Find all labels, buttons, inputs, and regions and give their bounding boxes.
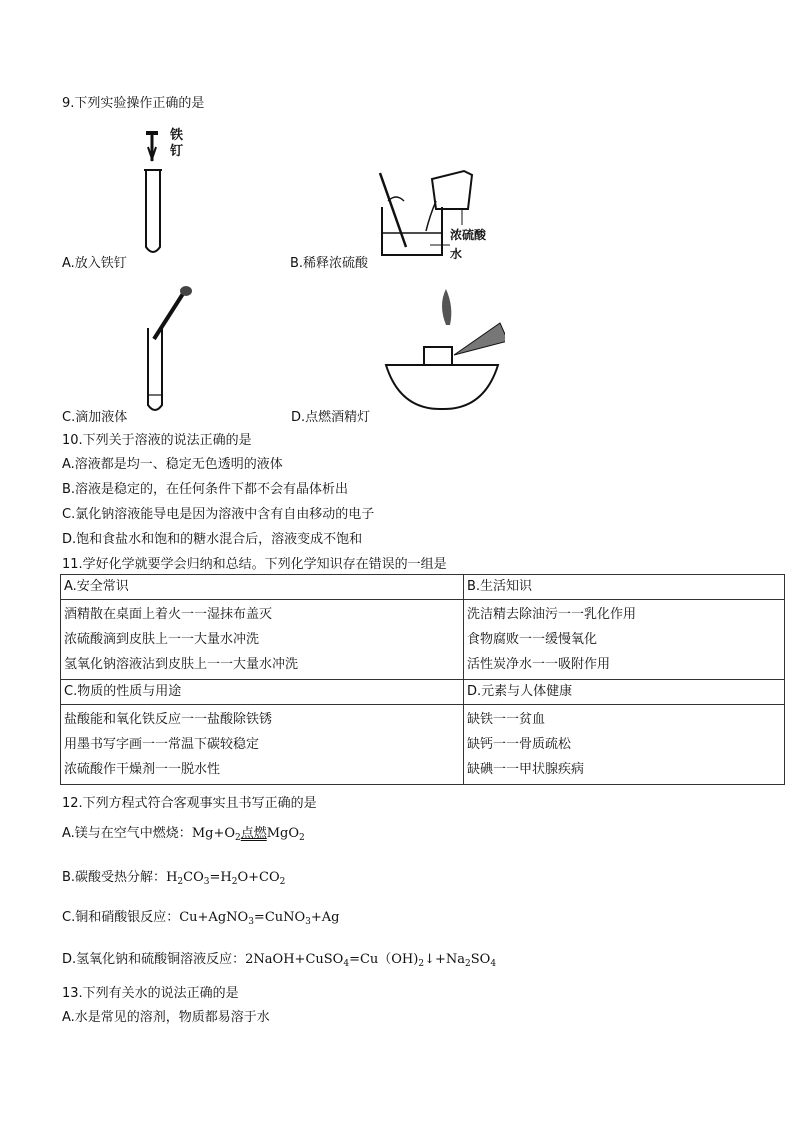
cell-a-head: A.安全常识 <box>61 575 464 600</box>
list-item: 酒精散在桌面上着火一一湿抹布盖灭 <box>64 607 273 622</box>
list-item: 缺钙一一骨质疏松 <box>467 737 572 752</box>
option-label: D.氢氧化钠和硫酸铜溶液反应： <box>62 952 246 967</box>
list-item: 洗洁精去除油污一一乳化作用 <box>467 607 637 622</box>
tilted-lamp-shape <box>454 323 505 355</box>
q12-option-a <box>62 822 305 841</box>
cell-c-body <box>61 705 464 785</box>
list-item: 缺铁一一贫血 <box>467 712 546 727</box>
option-label: C.铜和硝酸银反应： <box>62 910 180 925</box>
beaker-shape <box>382 207 442 255</box>
water-label: 水 <box>450 247 463 261</box>
q10-option-a: A.溶液都是均一、稳定无色透明的液体 <box>62 457 283 472</box>
list-item: 食物腐败一一缓慢氧化 <box>467 632 598 647</box>
test-tube-shape <box>148 328 162 410</box>
acid-label: 浓硫酸 <box>450 228 487 242</box>
option-label: B.碳酸受热分解： <box>62 870 167 885</box>
figure-alcohol-lamp <box>380 285 505 415</box>
list-item: 盐酸能和氧化铁反应一一盐酸除铁锈 <box>64 712 273 727</box>
list-item: 活性炭净水一一吸附作用 <box>467 657 611 672</box>
q9-option-b: B.稀释浓硫酸 <box>290 256 369 271</box>
list-item: 浓硫酸滴到皮肤上一一大量水冲洗 <box>64 632 260 647</box>
lamp-body-shape <box>386 365 498 409</box>
dropper-bulb-shape <box>180 286 192 296</box>
equation: Cu+AgNO$_3$=CuNO$_3$+Ag <box>179 910 340 927</box>
list-item: 缺碘一一甲状腺疾病 <box>467 762 585 777</box>
q10-option-b: B.溶液是稳定的，在任何条件下都不会有晶体析出 <box>62 482 349 497</box>
q12-option-d <box>62 948 496 967</box>
q10-stem: 10.下列关于溶液的说法正确的是 <box>62 433 252 448</box>
cell-b-head: B.生活知识 <box>464 575 785 600</box>
figure-dilute-acid <box>370 165 500 265</box>
q9-option-d: D.点燃酒精灯 <box>291 410 371 425</box>
figure-test-tube-nail <box>138 125 198 260</box>
list-item: 用墨书写字画一一常温下碳较稳定 <box>64 737 260 752</box>
q13-stem: 13.下列有关水的说法正确的是 <box>62 986 239 1001</box>
knowledge-table <box>60 574 785 785</box>
cell-b-body <box>464 600 785 680</box>
lamp-neck-shape <box>424 347 452 365</box>
equation: $Mg+O_2$点燃MgO$_2$ <box>191 826 305 843</box>
pour-stream-shape <box>426 201 436 231</box>
q9-option-c: C.滴加液体 <box>62 410 128 425</box>
cell-d-head: D.元素与人体健康 <box>464 680 785 705</box>
q12-stem: 12.下列方程式符合客观事实且书写正确的是 <box>62 796 317 811</box>
q13-option-a: A.水是常见的溶剂，物质都易溶于水 <box>62 1010 270 1025</box>
equation: $H_2CO_3=H_2O+CO_2$ <box>166 870 286 887</box>
q10-option-c: C.氯化钠溶液能导电是因为溶液中含有自由移动的电子 <box>62 507 375 522</box>
q10-option-d: D.饱和食盐水和饱和的糖水混合后，溶液变成不饱和 <box>62 532 363 547</box>
cell-d-body <box>464 705 785 785</box>
pouring-beaker-shape <box>432 171 472 209</box>
dropper-shape <box>154 289 186 339</box>
q11-stem: 11.学好化学就要学会归纳和总结。下列化学知识存在错误的一组是 <box>62 557 447 572</box>
equation: $2NaOH+CuSO_4=Cu(OH)_2↓+Na_2SO_4$ <box>245 952 497 969</box>
q12-option-b <box>62 866 285 885</box>
option-label: A.镁与在空气中燃烧： <box>62 826 192 841</box>
figure-dropper <box>140 283 200 418</box>
list-item: 氢氧化钠溶液沾到皮肤上一一大量水冲洗 <box>64 657 299 672</box>
q12-option-c <box>62 906 340 925</box>
q9-stem: 9.下列实验操作正确的是 <box>62 96 205 111</box>
q9-option-a: A.放入铁钉 <box>62 256 127 271</box>
test-tube-shape <box>146 170 160 252</box>
iron-nail-label: 铁钉 <box>170 128 184 159</box>
flame-icon <box>442 289 451 325</box>
cell-a-body <box>61 600 464 680</box>
cell-c-head: C.物质的性质与用途 <box>61 680 464 705</box>
glass-rod-shape <box>380 173 406 247</box>
list-item: 浓硫酸作干燥剂一一脱水性 <box>64 762 221 777</box>
